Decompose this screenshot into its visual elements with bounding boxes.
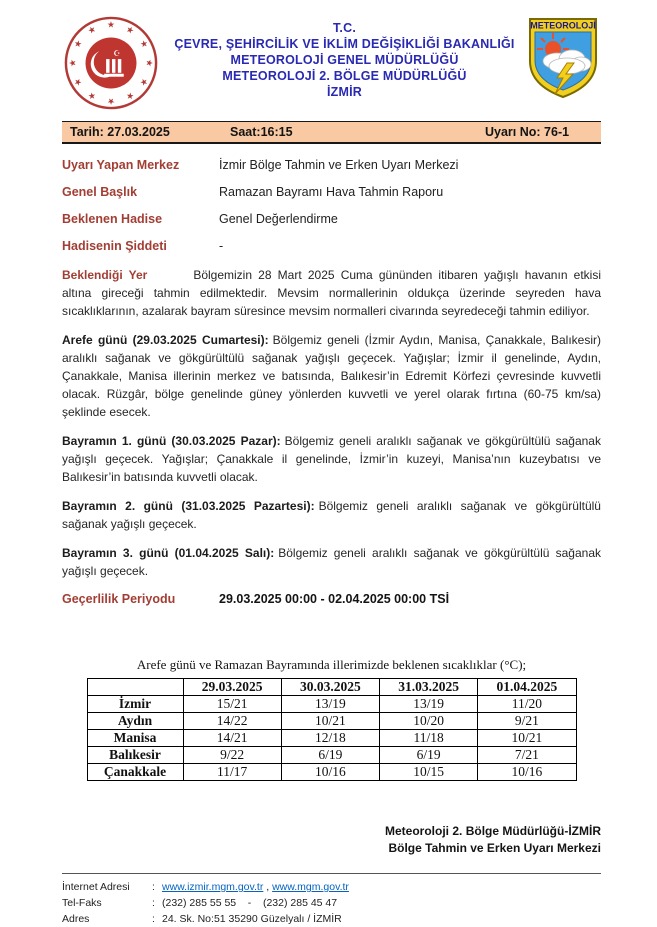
header-cell-date: 01.04.2025 (478, 679, 576, 696)
table-row-manisa (87, 730, 576, 747)
header-line-tc: T.C. (332, 21, 357, 35)
svg-text:★: ★ (107, 95, 115, 106)
footer-link-joiner: , (263, 881, 273, 893)
svg-text:METEOROLOJİ: METEOROLOJİ (530, 20, 596, 31)
temp-cell: 9/21 (478, 713, 576, 730)
header-title (162, 14, 527, 100)
temp-cell: 10/21 (281, 713, 379, 730)
footer-row-telfax (62, 895, 601, 911)
temp-cell: 9/22 (183, 747, 281, 764)
info-time: Saat:16:15 (230, 125, 293, 139)
svg-text:★: ★ (72, 75, 86, 88)
paragraph-label: Arefe günü (29.03.2025 Cumartesi): (62, 333, 269, 347)
temp-cell: 15/21 (183, 696, 281, 713)
footer-row-internet (62, 879, 601, 895)
svg-text:★: ★ (107, 20, 115, 31)
header-cell-empty (87, 679, 183, 696)
paragraph-text: Bölgemiz geneli (İzmir Aydın, Manisa, Çanakkale, Balıkesir) aralıklı sağanak ve gökgürültülü sağanak yağışlı geçecek. Yağışlar; İzmir il genelinde, Aydın, Çanakkale, Manisa illerinin merkez ve batısında, Balıkesir’in Edremit Körfezi çevresinde kuvvetli olacak. Rüzgâr, bölge genelinde güney yönlerden kuvvetli ve yerel olarak fırtına (60-75 km/sa) şeklinde esecek. (62, 333, 601, 419)
field-row-event-severity (62, 239, 601, 254)
city-cell: İzmir (87, 696, 183, 713)
paragraph-expected-location (62, 266, 601, 320)
paragraph-arefe-day (62, 331, 601, 421)
paragraph-text: Bölgemizin 28 Mart 2025 Cuma gününden itibaren yağışlı havanın etkisi altına gireceği tahmin edilmektedir. Mevsim normallerinin oldukça üzerinde seyreden hava sıcaklıklarının, azalarak bayram süresince mevsim normalleri civarında seyredeceği tahmin ediliyor. (62, 268, 601, 318)
field-value: Genel Değerlendirme (219, 212, 338, 226)
temp-cell: 10/16 (281, 764, 379, 781)
paragraph-label: Bayramın 3. günü (01.04.2025 Salı): (62, 546, 275, 560)
header-cell-date: 30.03.2025 (281, 679, 379, 696)
ministry-emblem-icon (62, 14, 162, 117)
header-line-city: İZMİR (326, 85, 363, 99)
meteorology-shield-icon (527, 16, 599, 100)
svg-text:★: ★ (86, 88, 99, 102)
temps-table (87, 678, 577, 781)
field-value: - (219, 239, 224, 253)
validity-label: Geçerlilik Periyodu (62, 592, 176, 606)
field-label: Uyarı Yapan Merkez (62, 158, 180, 172)
temp-cell: 14/21 (183, 730, 281, 747)
paragraph-bayram-day2 (62, 497, 601, 533)
city-cell: Manisa (87, 730, 183, 747)
footer-internet-links (162, 879, 349, 895)
temp-cell: 11/18 (380, 730, 478, 747)
header-cell-date: 31.03.2025 (380, 679, 478, 696)
svg-text:★: ★ (72, 38, 86, 51)
svg-text:★: ★ (136, 38, 150, 51)
info-warning-number: Uyarı No: 76-1 (485, 125, 570, 139)
footer-label-internet: İnternet Adresi (62, 881, 130, 893)
svg-text:★: ★ (123, 88, 136, 102)
table-header-row (87, 679, 576, 696)
header-line-region: METEOROLOJİ 2. BÖLGE MÜDÜRLÜĞÜ (222, 69, 467, 83)
field-label: Hadisenin Şiddeti (62, 239, 167, 253)
city-cell: Çanakkale (87, 764, 183, 781)
paragraph-label: Bayramın 1. günü (30.03.2025 Pazar): (62, 434, 281, 448)
signature-line-center: Bölge Tahmin ve Erken Uyarı Merkezi (388, 841, 601, 855)
validity-period-row (62, 592, 601, 607)
document-header (62, 14, 601, 117)
field-row-general-title (62, 185, 601, 200)
temp-cell: 10/16 (478, 764, 576, 781)
footer-label-telfax: Tel-Faks (62, 897, 102, 909)
paragraph-label: Bayramın 2. günü (31.03.2025 Pazartesi): (62, 499, 315, 513)
header-cell-date: 29.03.2025 (183, 679, 281, 696)
svg-text:★: ★ (136, 75, 150, 88)
field-value: İzmir Bölge Tahmin ve Erken Uyarı Merkezi (219, 158, 459, 172)
svg-text:★: ★ (143, 59, 154, 67)
temperature-section (62, 657, 601, 781)
internet-link-izmir-mgm[interactable]: www.izmir.mgm.gov.tr (162, 881, 264, 893)
header-line-mgm: METEOROLOJİ GENEL MÜDÜRLÜĞÜ (230, 53, 459, 67)
temp-cell: 10/20 (380, 713, 478, 730)
validity-value: 29.03.2025 00:00 - 02.04.2025 00:00 TSİ (219, 592, 450, 606)
temp-cell: 14/22 (183, 713, 281, 730)
field-row-expected-event (62, 212, 601, 227)
paragraph-text: Bölgemiz geneli aralıklı sağanak ve gökgürültülü sağanak yağışlı geçecek. Yağışlar; Çanakkale il genelinde, İzmir’in kuzeyi, Manisa’nın kuzeybatısı ve Balıkesir’in batısında kuvvetli olacak. (62, 434, 601, 484)
temp-cell: 7/21 (478, 747, 576, 764)
temps-table-title: Arefe günü ve Ramazan Bayramında illerimizde beklenen sıcaklıklar (°C); (136, 657, 527, 672)
paragraph-bayram-day3 (62, 544, 601, 580)
footer-row-address (62, 911, 601, 927)
field-value: Ramazan Bayramı Hava Tahmin Raporu (219, 185, 444, 199)
temp-cell: 12/18 (281, 730, 379, 747)
table-row-canakkale (87, 764, 576, 781)
footer-colon: : (152, 881, 155, 893)
city-cell: Aydın (87, 713, 183, 730)
svg-text:☪: ☪ (113, 49, 121, 59)
svg-text:★: ★ (86, 24, 99, 38)
signature-block (62, 823, 601, 857)
header-line-ministry: ÇEVRE, ŞEHİRCİLİK VE İKLİM DEĞİŞİKLİĞİ BAKANLIĞI (174, 37, 515, 51)
table-row-izmir (87, 696, 576, 713)
footer-telfax-value: (232) 285 55 55 - (232) 285 45 47 (162, 897, 338, 909)
footer-address-value: 24. Sk. No:51 35290 Güzelyalı / İZMİR (162, 913, 342, 925)
internet-link-mgm[interactable]: www.mgm.gov.tr (272, 881, 349, 893)
table-row-balikesir (87, 747, 576, 764)
signature-line-office: Meteoroloji 2. Bölge Müdürlüğü-İZMİR (385, 824, 601, 838)
footer-label-address: Adres (62, 913, 90, 925)
temp-cell: 6/19 (380, 747, 478, 764)
paragraph-label: Beklendiği Yer (62, 268, 148, 282)
temp-cell: 6/19 (281, 747, 379, 764)
summary-fields (62, 158, 601, 254)
paragraph-text: Bölgemiz geneli aralıklı sağanak ve gökgürültülü sağanak yağışlı geçecek. (62, 546, 602, 578)
temp-cell: 10/15 (380, 764, 478, 781)
svg-text:★: ★ (123, 24, 136, 38)
field-row-issuing-center (62, 158, 601, 173)
meteorology-badge-icon (527, 14, 601, 105)
temp-cell: 13/19 (281, 696, 379, 713)
footer-colon: : (152, 897, 155, 909)
temp-cell: 11/17 (183, 764, 281, 781)
svg-text:★: ★ (68, 59, 79, 67)
field-label: Genel Başlık (62, 185, 138, 199)
temp-cell: 10/21 (478, 730, 576, 747)
paragraph-bayram-day1 (62, 432, 601, 486)
table-row-aydin (87, 713, 576, 730)
footer-colon: : (152, 913, 155, 925)
ministry-seal-icon (62, 14, 160, 112)
field-label: Beklenen Hadise (62, 212, 163, 226)
temp-cell: 13/19 (380, 696, 478, 713)
info-bar (62, 121, 601, 144)
paragraph-text: Bölgemiz geneli aralıklı sağanak ve gökgürültülü sağanak yağışlı geçecek. (62, 499, 601, 531)
city-cell: Balıkesir (87, 747, 183, 764)
temp-cell: 11/20 (478, 696, 576, 713)
info-date: Tarih: 27.03.2025 (70, 125, 170, 139)
footer (62, 873, 601, 927)
